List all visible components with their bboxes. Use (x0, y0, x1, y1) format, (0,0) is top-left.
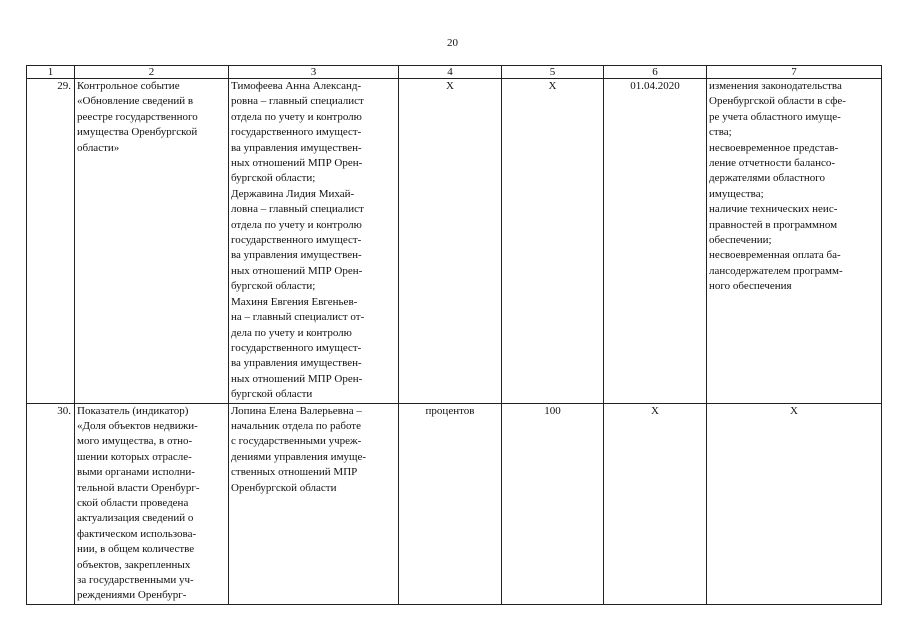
table-row (27, 79, 882, 404)
responsible-cell: Лопина Елена Валерьевна – начальник отдела по работе с государственными учреж- дениями управления имуще- ственных отношений МПР Оренбургской области (229, 403, 399, 604)
header-cell: 5 (502, 66, 604, 79)
row-number-cell: 29. (27, 79, 75, 404)
col7-cell: X (707, 403, 882, 604)
header-cell: 6 (604, 66, 707, 79)
page-number: 20 (447, 37, 458, 49)
col4-cell: X (399, 79, 502, 404)
header-cell: 1 (27, 66, 75, 79)
unit-cell: процентов (399, 403, 502, 604)
table-row (27, 403, 882, 604)
header-cell: 4 (399, 66, 502, 79)
event-cell: Контрольное событие «Обновление сведений в реестре государственного имущества Оренбургской области» (75, 79, 229, 404)
document-table (26, 65, 882, 605)
header-cell: 2 (75, 66, 229, 79)
risks-cell: изменения законодательства Оренбургской области в сфе- ре учета областного имуще- ства; несвоевременное представ- ление отчетности балансо- держателями областного имущества; наличие технических неис- правностей в программном обеспечении; несвоевременная оплата ба- лансодержателем программ- ного обеспечения (707, 79, 882, 404)
header-cell: 7 (707, 66, 882, 79)
header-cell: 3 (229, 66, 399, 79)
col6-cell: X (604, 403, 707, 604)
responsible-cell: Тимофеева Анна Александ- ровна – главный специалист отдела по учету и контролю государственного имущест- ва управления имуществен- ных отношений МПР Орен- бургской области; Державина Лидия Михай- ловна – главный специалист отдела по учету и контролю государственного имущест- ва управления имуществен- ных отношений МПР Орен- бургской области; Махиня Евгения Евгеньев- на – главный специалист от- дела по учету и контролю государственного имущест- ва управления имуществен- ных отношений МПР Орен- бургской области (229, 79, 399, 404)
date-cell: 01.04.2020 (604, 79, 707, 404)
event-cell: Показатель (индикатор) «Доля объектов недвижи- мого имущества, в отно- шении которых отрасле- выми органами исполни- тельной власти Оренбург- ской области проведена актуализация сведений о фактическом использова- нии, в общем количестве объектов, закрепленных за государственными уч- реждениями Оренбург- (75, 403, 229, 604)
col5-cell: X (502, 79, 604, 404)
table-header-row (27, 66, 882, 79)
value-cell: 100 (502, 403, 604, 604)
row-number-cell: 30. (27, 403, 75, 604)
